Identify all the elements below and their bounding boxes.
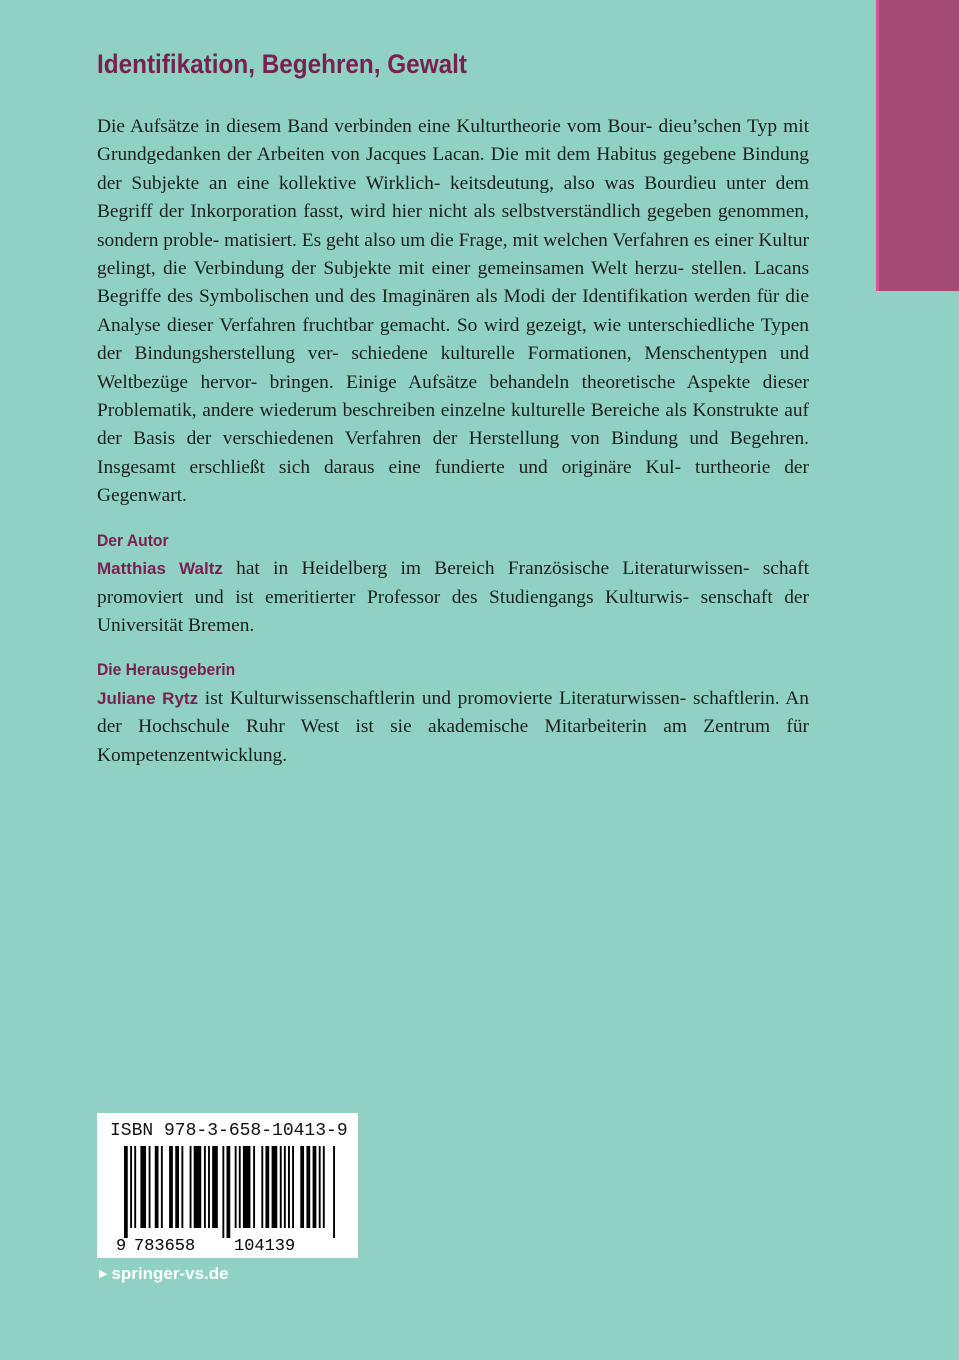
- barcode-bar: [333, 1146, 335, 1238]
- barcode-bar: [169, 1146, 173, 1228]
- blurb-line: turtheorie der Gegenwart.: [97, 456, 809, 507]
- barcode-bar: [204, 1146, 206, 1228]
- barcode-bar: [227, 1146, 231, 1238]
- editor-bio-line: ist Kulturwissenschaftlerin und promovierte Literaturwissen-: [198, 687, 687, 709]
- blurb-line: dem Habitus gegebene Bindung der Subjekte an eine kollektive Wirklich-: [97, 144, 809, 194]
- editor-bio-line: am Zentrum für Kompetenzentwicklung.: [97, 716, 810, 766]
- author-bio: [97, 555, 809, 640]
- book-title: Identifikation, Begehren, Gewalt: [97, 49, 467, 79]
- barcode-bar: [194, 1146, 202, 1228]
- barcode-bar: [284, 1146, 286, 1228]
- barcode-bar: [239, 1146, 241, 1228]
- author-bio-line: schaft promoviert und ist emeritierter Professor des Studiengangs Kulturwis-: [97, 558, 809, 608]
- barcode-bar: [161, 1146, 163, 1228]
- blurb-line: auf der Basis der verschiedenen Verfahren der Herstellung von Bindung und: [97, 400, 809, 450]
- author-heading: Der Autor: [97, 530, 169, 550]
- barcode-bar: [280, 1146, 282, 1228]
- barcode-bar: [313, 1146, 317, 1228]
- blurb-line: gelingt, die Verbindung der Subjekte mit einer gemeinsamen Welt herzu-: [97, 258, 685, 280]
- website-url: springer-vs.de: [111, 1264, 229, 1283]
- barcode-bar: [155, 1146, 159, 1228]
- isbn-barcode-box: [97, 1113, 358, 1258]
- blurb-line: andere wiederum beschreiben einzelne kulturelle Bereiche als Konstrukte: [202, 400, 779, 422]
- blurb-line: stellen. Lacans Begriffe des Symbolischen und des Imaginären als Modi der: [97, 258, 809, 308]
- barcode-bar: [235, 1146, 237, 1228]
- author-name: Matthias Waltz: [97, 559, 223, 579]
- barcode-bar: [130, 1146, 132, 1228]
- editor-bio-line: schaftlerin. An der Hochschule Ruhr West ist sie akademische Mitarbeiterin: [97, 687, 809, 738]
- barcode-bar: [243, 1146, 251, 1228]
- editor-name: Juliane Rytz: [97, 688, 199, 708]
- blurb-paragraph: [97, 113, 809, 511]
- blurb-line: Begehren. Insgesamt erschließt sich daraus eine fundierte und originäre Kul-: [97, 428, 809, 478]
- barcode-bar: [261, 1146, 263, 1228]
- blurb-line: schiedene kulturelle Formationen, Menschentypen und Weltbezüge hervor-: [97, 343, 809, 393]
- barcode-bar: [222, 1146, 224, 1238]
- blurb-line: keitsdeutung, also was Bourdieu unter dem Begriff der Inkorporation fasst,: [97, 172, 810, 223]
- barcode-bar: [124, 1146, 128, 1238]
- barcode: [114, 1146, 340, 1254]
- blurb-line: dieu’schen Typ mit Grundgedanken der Arbeiten von Jacques Lacan. Die mit: [97, 116, 809, 166]
- barcode-bar: [175, 1146, 179, 1228]
- barcode-digits-left: 783658: [134, 1237, 196, 1254]
- blurb-line: Identifikation werden für die Analyse dieser Verfahren fruchtbar gemacht.: [97, 286, 809, 336]
- blurb-line: So wird gezeigt, wie unterschiedliche Typen der Bindungsherstellung ver-: [97, 314, 809, 365]
- barcode-bar: [190, 1146, 192, 1228]
- barcode-bar: [288, 1146, 290, 1228]
- corner-color-bar-edge: [876, 0, 879, 291]
- editor-bio: [97, 685, 809, 770]
- barcode-digits-right: 104139: [234, 1237, 296, 1254]
- barcode-bar: [265, 1146, 269, 1228]
- barcode-bar: [300, 1146, 304, 1228]
- barcode-bar: [181, 1146, 183, 1228]
- barcode-bar: [208, 1146, 210, 1228]
- editor-heading: Die Herausgeberin: [97, 660, 236, 680]
- blurb-line: wird hier nicht als selbstverständlich gegeben genommen, sondern proble-: [97, 201, 809, 251]
- blurb-line: matisiert. Es geht also um die Frage, mit welchen Verfahren es einer Kultur: [224, 229, 810, 251]
- barcode-bar: [253, 1146, 255, 1228]
- barcode-bar: [212, 1146, 218, 1228]
- corner-color-bar: [876, 0, 959, 291]
- barcode-bar: [323, 1146, 325, 1228]
- blurb-line: bringen. Einige Aufsätze behandeln theoretische Aspekte dieser Problematik,: [97, 371, 809, 422]
- barcode-bar: [306, 1146, 310, 1228]
- barcode-bar: [292, 1146, 294, 1228]
- barcode-bar: [319, 1146, 321, 1228]
- play-arrow-icon: ▶: [99, 1268, 108, 1280]
- author-bio-line: hat in Heidelberg im Bereich Französische Literaturwissen-: [222, 558, 750, 580]
- back-cover-text: [97, 113, 809, 770]
- blurb-line: Die Aufsätze in diesem Band verbinden eine Kulturtheorie vom Bour-: [97, 116, 653, 137]
- author-bio-line: senschaft der Universität Bremen.: [97, 586, 809, 636]
- barcode-bar: [134, 1146, 136, 1228]
- barcode-bar: [140, 1146, 146, 1228]
- barcode-bar: [149, 1146, 151, 1228]
- publisher-website-link[interactable]: [99, 1261, 229, 1287]
- barcode-bar: [272, 1146, 278, 1228]
- barcode-digit-lead: 9: [116, 1237, 127, 1254]
- isbn-label: ISBN 978-3-658-10413-9: [110, 1121, 348, 1141]
